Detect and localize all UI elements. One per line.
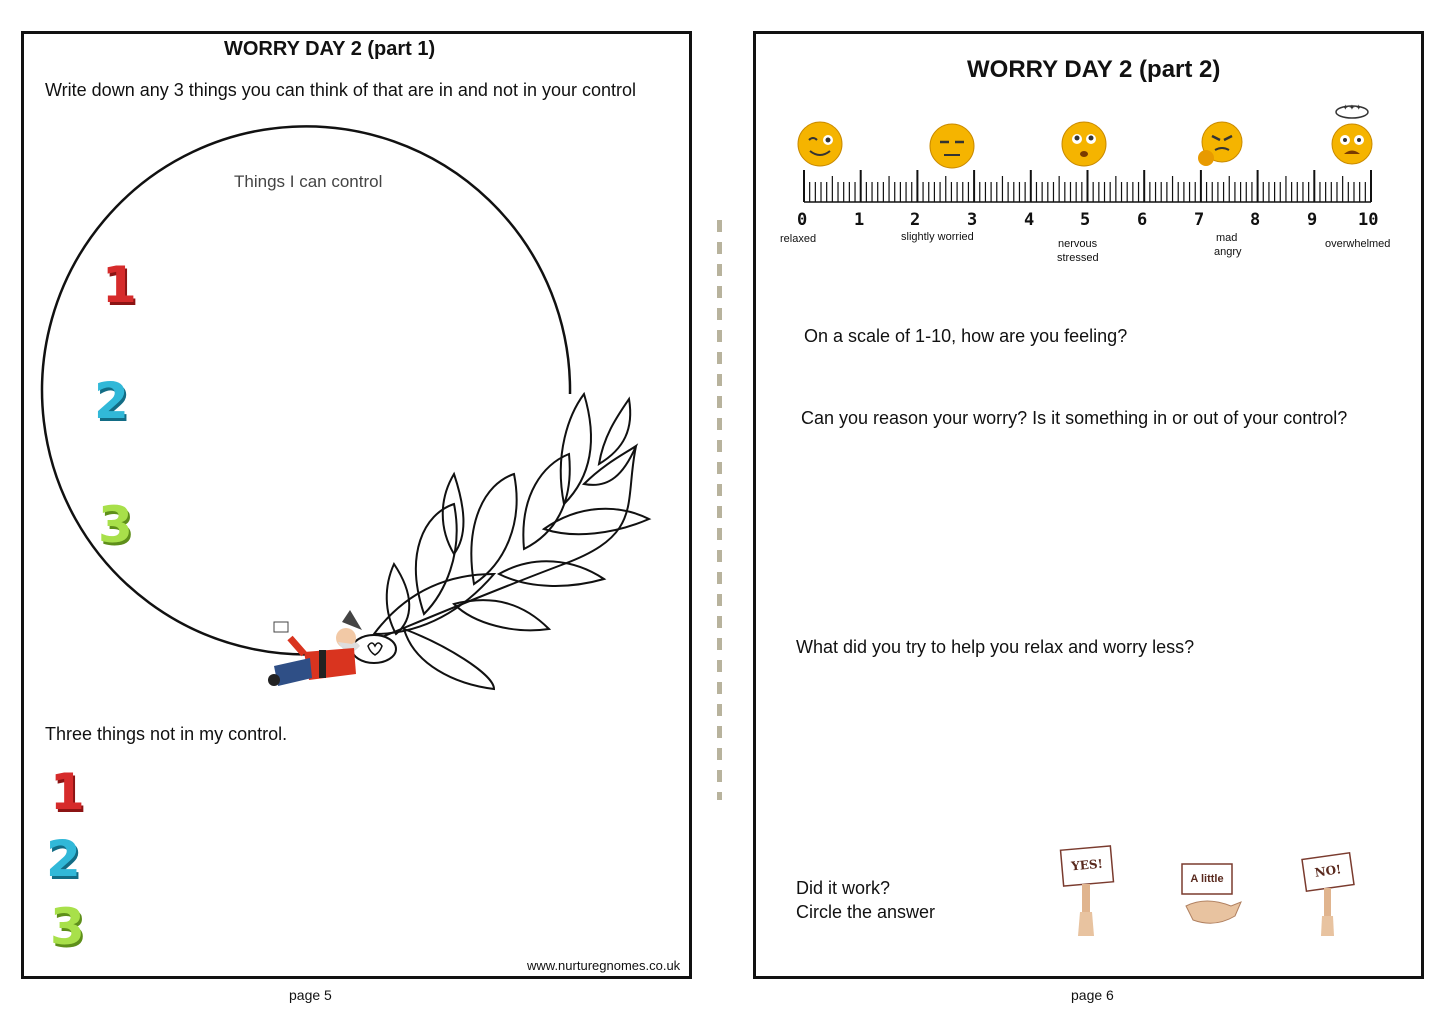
not-control-heading: Three things not in my control. — [45, 724, 288, 744]
scale-label-slightly-worried: slightly worried — [901, 231, 974, 243]
scale-label-mad: mad — [1216, 232, 1238, 244]
question-feeling-scale: On a scale of 1-10, how are you feeling? — [804, 326, 1128, 346]
page-number-left: page 5 — [289, 987, 332, 1003]
scale-number-7: 7 — [1194, 210, 1205, 230]
scale-number-10: 10 — [1358, 210, 1379, 230]
page-title: WORRY DAY 2 (part 1) — [224, 38, 436, 60]
pinching-hand-sign-icon — [1176, 858, 1246, 930]
angry-face-icon — [1196, 120, 1244, 168]
scale-number-1: 1 — [854, 210, 865, 230]
svg-text:✦✦✦: ✦✦✦ — [1341, 103, 1363, 112]
feeling-scale-ruler — [796, 170, 1376, 210]
scale-number-6: 6 — [1137, 210, 1148, 230]
website-url[interactable]: www.nurturegnomes.co.uk — [527, 958, 681, 973]
page-divider — [717, 220, 722, 800]
overwhelmed-face-icon — [1328, 100, 1376, 168]
page-title: WORRY DAY 2 (part 2) — [967, 56, 1221, 83]
gnome-illustration — [264, 602, 364, 692]
scale-number-8: 8 — [1250, 210, 1261, 230]
winking-face-icon — [796, 120, 844, 168]
number-3-not-control: 3 — [50, 898, 85, 956]
scale-label-stressed: stressed — [1057, 252, 1099, 264]
scale-label-overwhelmed: overwhelmed — [1325, 238, 1391, 250]
number-3-in-control: 3 — [98, 496, 133, 554]
number-2-in-control: 2 — [94, 372, 129, 430]
scale-number-5: 5 — [1080, 210, 1091, 230]
worksheet-page-right — [753, 31, 1424, 979]
question-reason-worry: Can you reason your worry? Is it something in or out of your control? — [801, 408, 1348, 428]
number-2-not-control: 2 — [46, 830, 81, 888]
circle-label: Things I can control — [234, 172, 383, 191]
worksheet-page-left — [21, 31, 692, 979]
question-did-it-work: Did it work? — [796, 878, 891, 898]
scale-number-9: 9 — [1307, 210, 1318, 230]
scale-number-0: 0 — [797, 210, 808, 230]
page-number-right: page 6 — [1071, 987, 1114, 1003]
number-1-not-control: 1 — [50, 763, 85, 821]
nervous-face-icon — [1060, 120, 1108, 168]
scale-label-relaxed: relaxed — [780, 233, 817, 245]
answer-no-label: NO! — [1313, 862, 1343, 880]
skeptical-face-icon — [928, 122, 976, 170]
question-what-helped: What did you try to help you relax and worry less? — [796, 637, 1195, 657]
scale-label-angry: angry — [1214, 246, 1242, 258]
answer-yes-label: YES! — [1070, 856, 1104, 874]
scale-label-nervous: nervous — [1058, 238, 1098, 250]
number-1-in-control: 1 — [102, 256, 137, 314]
scale-number-4: 4 — [1024, 210, 1035, 230]
scale-number-2: 2 — [910, 210, 921, 230]
instruction-text: Write down any 3 things you can think of that are in and not in your control — [45, 80, 637, 100]
scale-number-3: 3 — [967, 210, 978, 230]
instruction-circle-answer: Circle the answer — [796, 902, 936, 922]
answer-a-little-label: A little — [1190, 873, 1224, 885]
